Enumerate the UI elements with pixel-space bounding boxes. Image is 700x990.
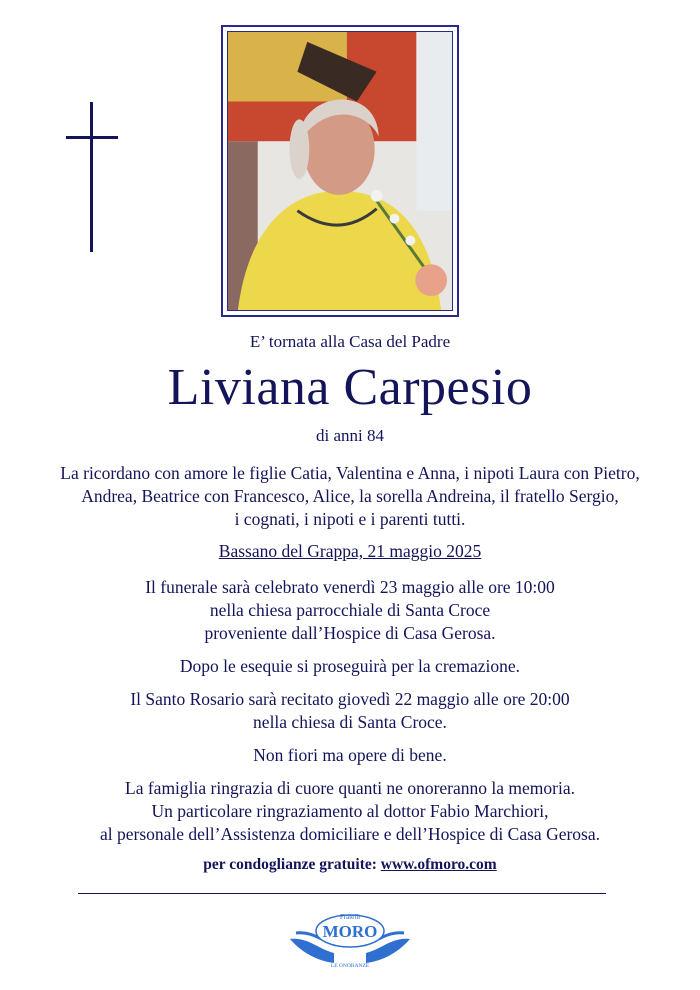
flowers-paragraph — [0, 744, 700, 767]
funeral-line: proveniente dall’Hospice di Casa Gerosa. — [204, 623, 496, 643]
portrait-photo — [227, 31, 453, 311]
cremation-paragraph — [0, 655, 700, 678]
thanks-line: La famiglia ringrazia di cuore quanti ne onoreranno la memoria. — [125, 778, 575, 798]
condolences-link[interactable]: www.ofmoro.com — [380, 856, 497, 873]
portrait-frame — [221, 25, 459, 317]
age: di anni 84 — [316, 426, 384, 445]
thanks-paragraph — [0, 777, 700, 846]
place-date: Bassano del Grappa, 21 maggio 2025 — [218, 541, 482, 561]
funeral-line: Il funerale sarà celebrato venerdì 23 maggio alle ore 10:00 — [145, 577, 555, 597]
divider — [78, 893, 606, 894]
deceased-name: Liviana Carpesio — [167, 359, 533, 416]
rosary-paragraph — [0, 688, 700, 734]
announcement-text — [0, 332, 700, 874]
thanks-line: Un particolare ringraziamento al dottor Fabio Marchiori, — [151, 801, 549, 821]
rosary-line: Il Santo Rosario sarà recitato giovedì 22 maggio alle ore 20:00 — [130, 689, 570, 709]
funeral-paragraph — [0, 576, 700, 645]
family-line: i cognati, i nipoti e i parenti tutti. — [234, 509, 466, 529]
logo-top-text: Fratelli — [339, 913, 361, 921]
condolences-label: per condoglianze gratuite: — [203, 856, 381, 873]
flowers-line: Non fiori ma opere di bene. — [253, 745, 447, 765]
logo-name-text: MORO — [322, 922, 378, 941]
portrait-image — [228, 32, 452, 310]
rosary-line: nella chiesa di Santa Croce. — [253, 712, 447, 732]
moro-logo — [288, 909, 412, 969]
pre-title: E’ tornata alla Casa del Padre — [249, 332, 451, 351]
logo-mark — [288, 909, 412, 969]
family-line: La ricordano con amore le figlie Catia, Valentina e Anna, i nipoti Laura con Pietro, — [60, 463, 640, 483]
cross-icon — [66, 102, 118, 252]
logo-bottom-text: LE ONORANZE — [330, 963, 370, 969]
cremation-line: Dopo le esequie si proseguirà per la cremazione. — [179, 656, 521, 676]
family-line: Andrea, Beatrice con Francesco, Alice, la sorella Andreina, il fratello Sergio, — [81, 486, 619, 506]
family-paragraph — [0, 462, 700, 531]
funeral-line: nella chiesa parrocchiale di Santa Croce — [209, 600, 491, 620]
condolences — [0, 856, 700, 874]
thanks-line: al personale dell’Assistenza domiciliare e dell’Hospice di Casa Gerosa. — [99, 824, 601, 844]
